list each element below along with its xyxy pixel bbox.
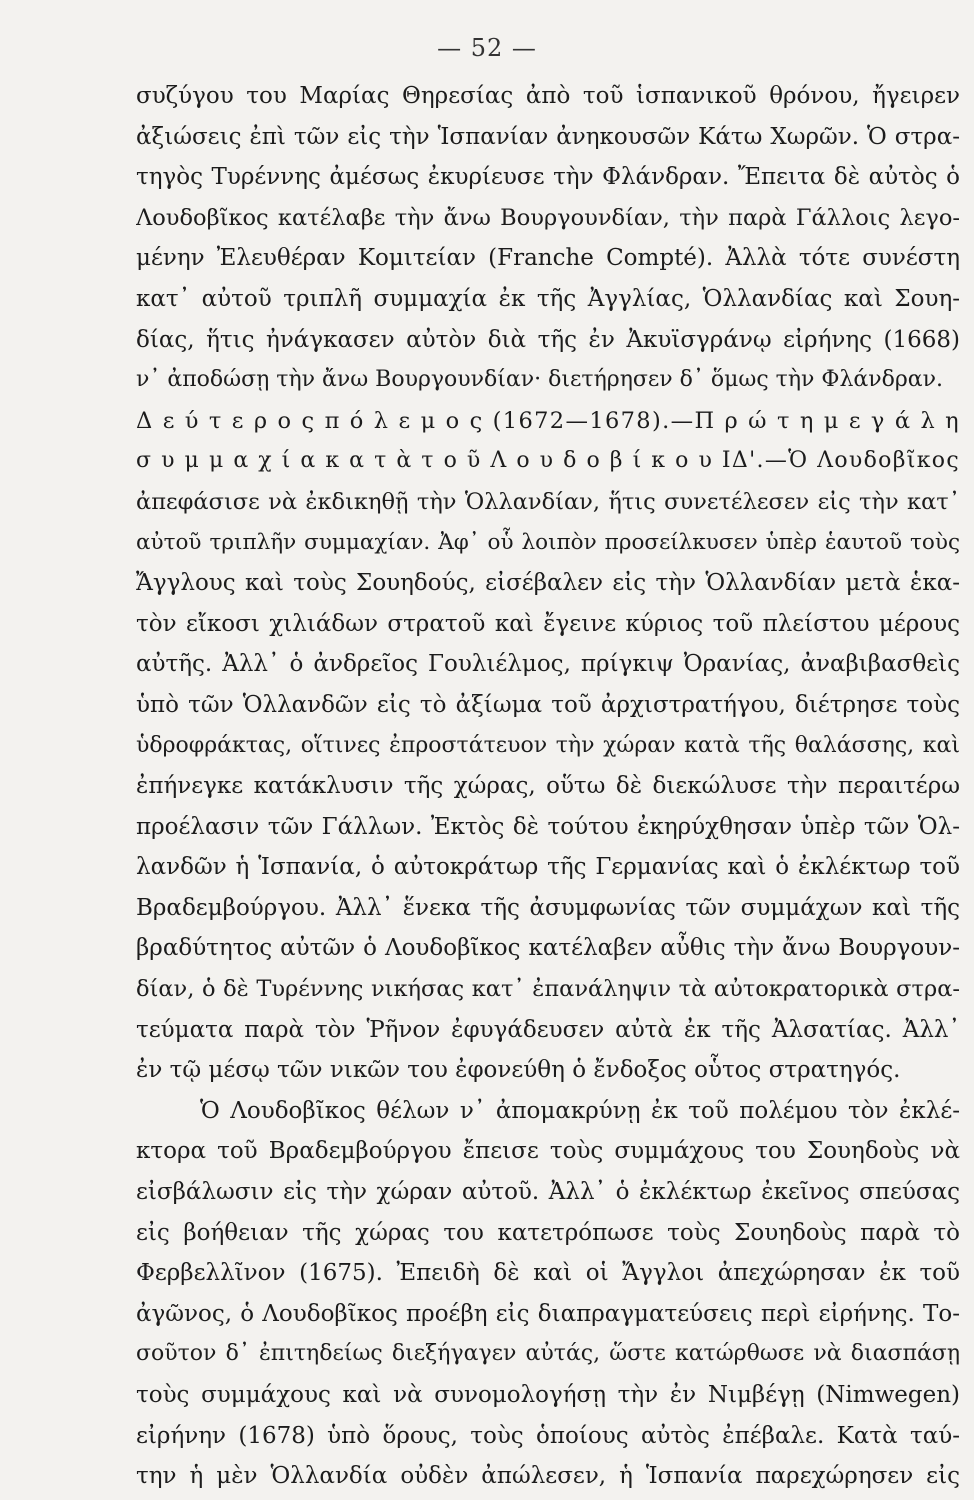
text-line: ἀπεφάσισε νὰ ἐκδικηθῇ τὴν Ὁλλανδίαν, ἥτις συνετέλεσεν εἰς τὴν κατ᾽	[136, 488, 960, 515]
text-line: τοὺς συμμάχους καὶ νὰ συνομολογήσῃ τὴν ἐν Νιμβέγῃ (Nimwegen)	[136, 1382, 960, 1408]
text-line: Βραδεμβούργου. Ἀλλ᾽ ἕνεκα τῆς ἀσυμφωνίας τῶν συμμάχων καὶ τῆς	[136, 894, 960, 921]
text-line: Ἄγγλους καὶ τοὺς Σουηδούς, εἰσέβαλεν εἰς τὴν Ὁλλανδίαν μετὰ ἑκα-	[136, 570, 960, 597]
text-line: τεύματα παρὰ τὸν Ῥῆνον ἐφυγάδευσεν αὐτὰ ἐκ τῆς Ἀλσατίας. Ἀλλ᾽	[136, 1016, 960, 1043]
text-line: ἀξιώσεις ἐπὶ τῶν εἰς τὴν Ἱσπανίαν ἀνηκουσῶν Κάτω Χωρῶν. Ὁ στρα-	[136, 123, 960, 150]
text-line: ἐπήνεγκε κατάκλυσιν τῆς χώρας, οὕτω δὲ διεκώλυσε τὴν περαιτέρω	[136, 773, 960, 800]
text-line: ὑπὸ τῶν Ὁλλανδῶν εἰς τὸ ἀξίωμα τοῦ ἀρχιστρατήγου, διέτρησε τοὺς	[136, 691, 960, 718]
text-line: εἰρήνην (1678) ὑπὸ ὅρους, τοὺς ὁποίους αὐτὸς ἐπέβαλε. Κατὰ ταύ-	[136, 1422, 960, 1449]
text-line: Φερβελλῖνον (1675). Ἐπειδὴ δὲ καὶ οἱ Ἄγγλοι ἀπεχώρησαν ἐκ τοῦ	[136, 1260, 960, 1287]
text-line: Λουδοβῖκος κατέλαβε τὴν ἄνω Βουργουνδίαν, τὴν παρὰ Γάλλοις λεγο-	[136, 204, 960, 231]
text-line: Ὁ Λουδοβῖκος θέλων ν᾽ ἀπομακρύνῃ ἐκ τοῦ πολέμου τὸν ἐκλέ-	[200, 1097, 960, 1124]
section-heading-line: σ υ μ μ α χ ί α κ α τ ὰ τ ο ῦ Λ ο υ δ ο β ί κ ο υ ΙΔ'.—Ὁ Λουδοβῖκος	[136, 448, 960, 474]
text-line: την ἡ μὲν Ὁλλανδία οὐδὲν ἀπώλεσεν, ἡ Ἱσπανία παρεχώρησεν εἰς	[136, 1463, 960, 1490]
text-line: εἰσβάλωσιν εἰς τὴν χώραν αὐτοῦ. Ἀλλ᾽ ὁ ἐκλέκτωρ ἐκεῖνος σπεύσας	[136, 1179, 960, 1206]
text-line: κτορα τοῦ Βραδεμβούργου ἔπεισε τοὺς συμμάχους του Σουηδοὺς νὰ	[136, 1138, 960, 1165]
text-line: ἐν τῷ μέσῳ τῶν νικῶν του ἐφονεύθη ὁ ἔνδοξος οὗτος στρατηγός.	[136, 1057, 901, 1084]
text-line: μένην Ἐλευθέραν Κομιτείαν (Franche Compté). Ἀλλὰ τότε συνέστη	[136, 245, 960, 272]
text-line: δίαν, ὁ δὲ Τυρέννης νικήσας κατ᾽ ἐπανάληψιν τὰ αὐτοκρατορικὰ στρα-	[136, 976, 960, 1003]
text-line: εἰς βοήθειαν τῆς χώρας του κατετρόπωσε τοὺς Σουηδοὺς παρὰ τὸ	[136, 1219, 960, 1246]
text-line: βραδύτητος αὐτῶν ὁ Λουδοβῖκος κατέλαβεν αὖθις τὴν ἄνω Βουργουν-	[136, 935, 960, 962]
body-text	[136, 76, 960, 1497]
text-line: αὐτοῦ τριπλῆν συμμαχίαν. Ἀφ᾽ οὗ λοιπὸν προσείλκυσεν ὑπὲρ ἑαυτοῦ τοὺς	[136, 529, 960, 555]
text-line: αὐτῆς. Ἀλλ᾽ ὁ ἀνδρεῖος Γουλιέλμος, πρίγκιψ Ὀρανίας, ἀναβιβασθεὶς	[136, 651, 960, 678]
text-line: λανδῶν ἡ Ἱσπανία, ὁ αὐτοκράτωρ τῆς Γερμανίας καὶ ὁ ἐκλέκτωρ τοῦ	[136, 854, 960, 881]
text-line: σοῦτον δ᾽ ἐπιτηδείως διεξήγαγεν αὐτάς, ὥστε κατώρθωσε νὰ διασπάσῃ	[136, 1341, 960, 1367]
text-line: τηγὸς Τυρέννης ἀμέσως ἐκυρίευσε τὴν Φλάνδραν. Ἔπειτα δὲ αὐτὸς ὁ	[136, 164, 960, 191]
text-line: τὸν εἴκοσι χιλιάδων στρατοῦ καὶ ἔγεινε κύριος τοῦ πλείστου μέρους	[136, 610, 960, 637]
text-line: ὑδροφράκτας, οἵτινες ἐπροστάτευον τὴν χώραν κατὰ τῆς θαλάσσης, καὶ	[136, 732, 960, 758]
text-line: δίας, ἥτις ἠνάγκασεν αὐτὸν διὰ τῆς ἐν Ἀκυϊσγράνῳ εἰρήνης (1668)	[136, 326, 960, 353]
section-heading-line: Δ ε ύ τ ε ρ ο ς π ό λ ε μ ο ς (1672—1678).—Π ρ ώ τ η μ ε γ ά λ η	[136, 407, 960, 434]
text-line: ν᾽ ἀποδώσῃ τὴν ἄνω Βουργουνδίαν· διετήρησεν δ᾽ ὅμως τὴν Φλάνδραν.	[136, 367, 944, 393]
page-number: — 52 —	[437, 34, 537, 62]
text-line: κατ᾽ αὐτοῦ τριπλῆ συμμαχία ἐκ τῆς Ἀγγλίας, Ὁλλανδίας καὶ Σουη-	[136, 285, 960, 312]
text-line: προέλασιν τῶν Γάλλων. Ἐκτὸς δὲ τούτου ἐκηρύχθησαν ὑπὲρ τῶν Ὁλ-	[136, 813, 960, 840]
text-line: ἀγῶνος, ὁ Λουδοβῖκος προέβη εἰς διαπραγματεύσεις περὶ εἰρήνης. Το-	[136, 1300, 960, 1327]
text-line: συζύγου του Μαρίας Θηρεσίας ἀπὸ τοῦ ἱσπανικοῦ θρόνου, ἤγειρεν	[136, 83, 960, 109]
